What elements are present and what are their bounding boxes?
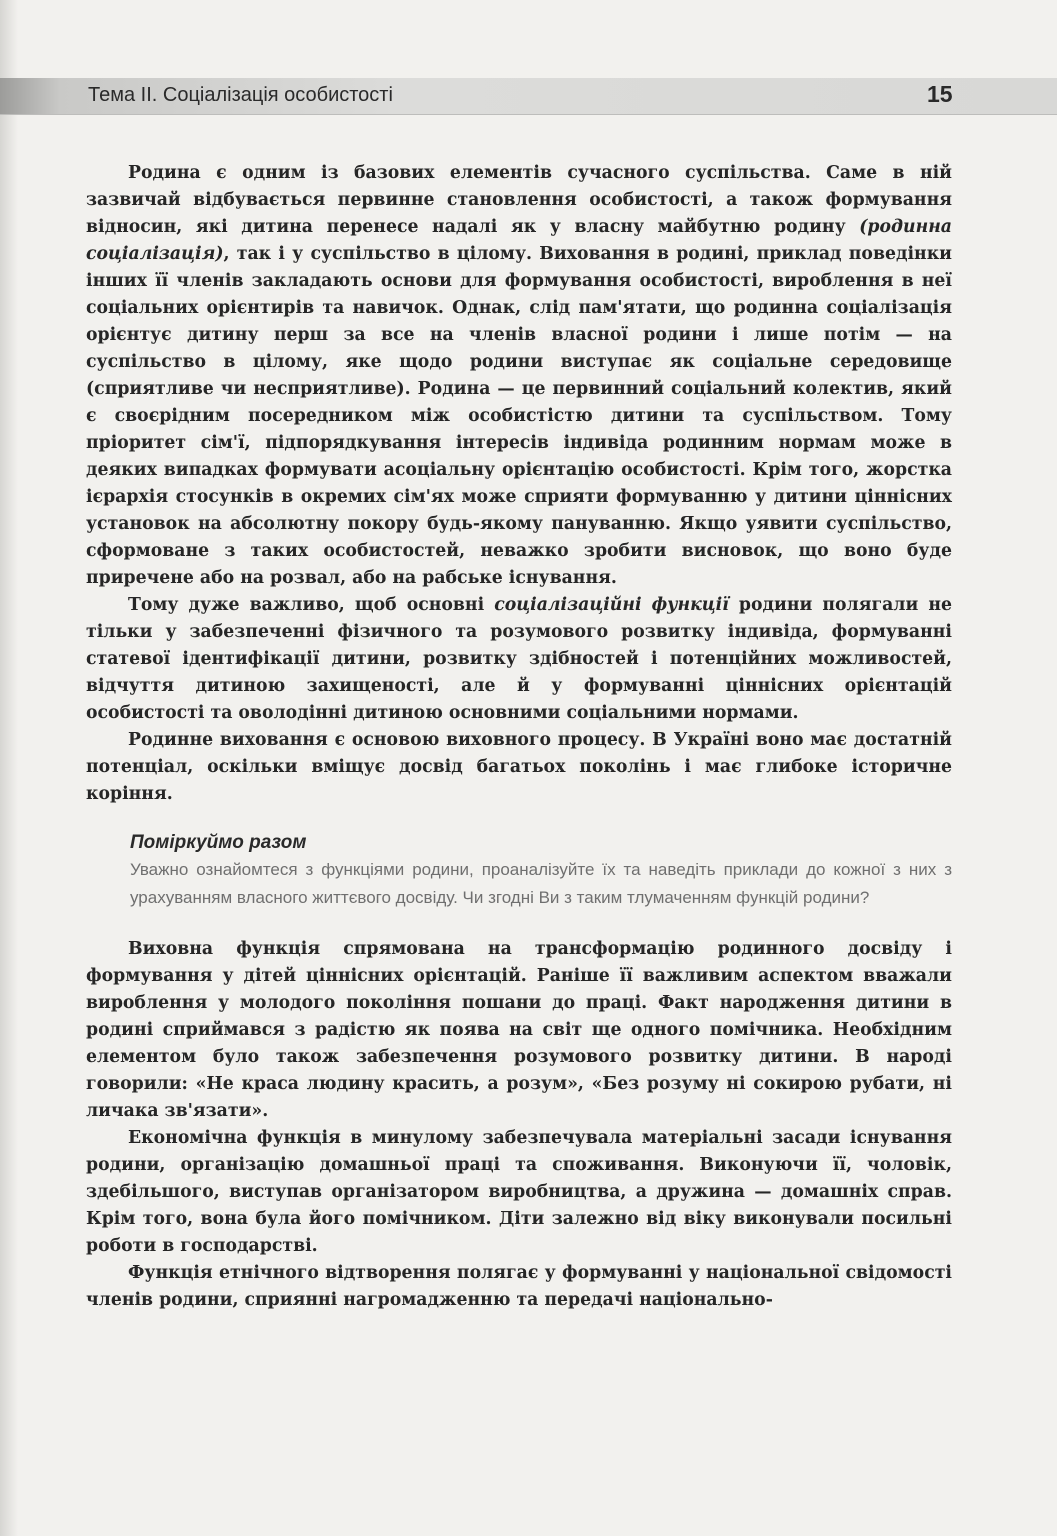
paragraph-ethnic-function bbox=[86, 1260, 952, 1314]
running-header bbox=[0, 78, 1057, 115]
page-number: 15 bbox=[927, 81, 953, 107]
think-together-text: Уважно ознайомтеся з функціями родини, проаналізуйте їх та наведіть приклади до кожної з них з урахуванням власного життєвого досвіду. Чи згодні Ви з таким тлумаченням функцій родини? bbox=[130, 860, 952, 907]
term-socialization-functions: соціалізаційні функції bbox=[494, 595, 729, 615]
term-family-socialization: (родинна соціалізація) bbox=[86, 217, 952, 264]
paragraph-text: Тому дуже важливо, щоб основні bbox=[128, 595, 495, 615]
term-economic-function: Економічна функція bbox=[128, 1128, 341, 1148]
paragraph-text: в минулому забезпечувала матеріальні засади існування родини, організацію домашньої праці та споживання. Виконуючи її, чоловік, здебільшого, виступав організатором виробництва, а дружина — домашніх справ. Крім того, вона була його помічником. Діти залежно від віку виконували посильні роботи в господарстві. bbox=[86, 1128, 952, 1256]
paragraph-family bbox=[86, 160, 952, 592]
paragraph-text: є одним із базових елементів сучасного суспільства. Саме в ній зазвичай відбувається первинне становлення особистості, а також формування відносин, які дитина перенесе надалі як у власну майбутню родину bbox=[86, 163, 952, 237]
paragraph-functions-intro bbox=[86, 592, 952, 727]
paragraph-text: Родинне виховання є основою виховного процесу. В Україні воно має достатній потенціал, оскільки вміщує досвід багатьох поколінь і має глибоке історичне коріння. bbox=[86, 730, 952, 804]
main-text bbox=[86, 160, 952, 1314]
term-educational-function: Виховна функція bbox=[128, 939, 321, 959]
chapter-title: Тема II. Соціалізація особистості bbox=[88, 84, 393, 106]
term-family: Родина bbox=[128, 163, 201, 183]
paragraph-economic-function bbox=[86, 1125, 952, 1260]
paragraph-text: спрямована на трансформацію родинного досвіду і формування у дітей ціннісних орієнтацій. Раніше її важливим аспектом вважали вироблення у молодого покоління пошани до праці. Факт народження дитини в родині сприймався з радістю як поява на світ ще одного помічника. Необхідним елементом було також забезпечення розумового розвитку дитини. В народі говорили: «Не краса людину красить, а розум», «Без розуму ні сокирою рубати, ні личака зв'язати». bbox=[86, 939, 952, 1121]
page-edge-shadow bbox=[0, 0, 18, 1536]
paragraph-text: , так і у суспільство в цілому. Виховання в родині, приклад поведінки інших її членів закладають основи для формування особистості, вироблення в неї соціальних орієнтирів та навичок. Однак, слід пам'ятати, що родинна соціалізація орієнтує дитину перш за все на членів власної родини і лише потім — на суспільство в цілому, яке щодо родини виступає як соціальне середовище (сприятливе чи несприятливе). Родина — це первинний соціальний колектив, який є своєрідним посередником між особистістю дитини та суспільством. Тому пріоритет сім'ї, підпорядкування інтересів індивіда родинним нормам може в деяких випадках формувати асоціальну орієнтацію особистості. Крім того, жорстка ієрархія стосунків в окремих сім'ях може сприяти формуванню у дитини ціннісних установок на абсолютну покору будь-якому пануванню. Якщо уявити суспільство, сформоване з таких особистостей, неважко зробити висновок, що воно буде приречене або на розвал, або на рабське існування. bbox=[86, 244, 952, 588]
paragraph-family-upbringing bbox=[86, 727, 952, 808]
paragraph-text: полягає у формуванні у національної свідомості членів родини, сприянні нагромадженню та передачі національно- bbox=[86, 1263, 952, 1310]
think-together-box bbox=[86, 830, 952, 912]
paragraph-educational-function bbox=[86, 936, 952, 1125]
paragraph-text: родини полягали не тільки у забезпеченні фізичного та розумового розвитку індивіда, формуванні статевої ідентифікації дитини, розвитку здібностей і потенційних можливостей, відчуття дитиною захищеності, але й у формуванні ціннісних орієнтацій особистості та оволодінні дитиною основними соціальними нормами. bbox=[86, 595, 952, 723]
think-together-heading: Поміркуймо разом bbox=[130, 832, 307, 853]
term-ethnic-function: Функція етнічного відтворення bbox=[128, 1263, 451, 1283]
